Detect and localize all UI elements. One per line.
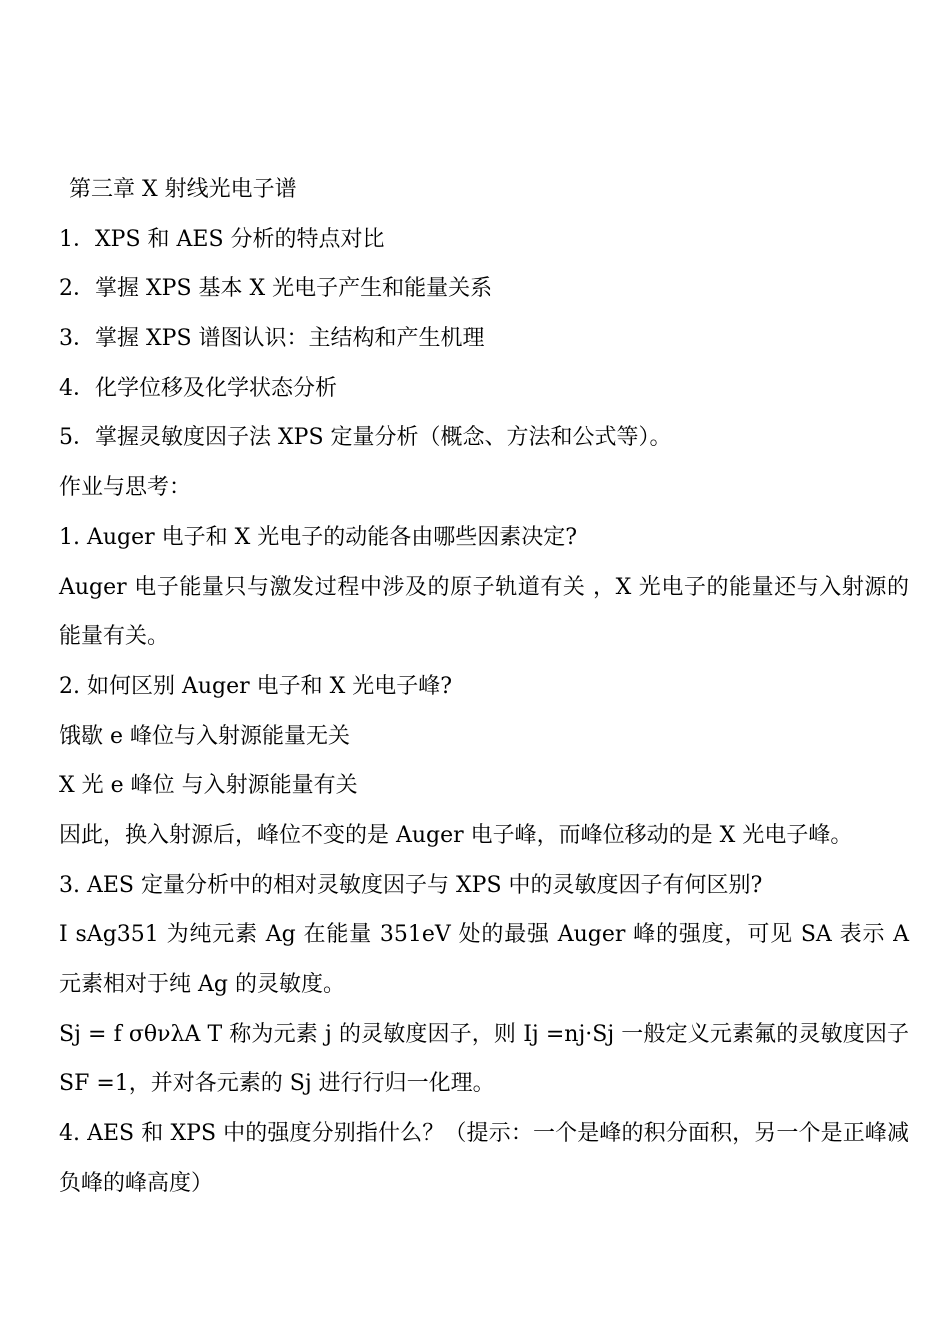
objective-item: 3．掌握 XPS 谱图认识：主结构和产生机理 [59, 326, 485, 352]
question-4: 4. AES 和 XPS 中的强度分别指什么？（提示：一个是峰的积分面积，另一个是正峰减负峰的峰高度） [59, 1121, 909, 1196]
homework-heading: 作业与思考： [59, 475, 192, 501]
objective-item: 4．化学位移及化学状态分析 [59, 375, 337, 401]
question-1: 1. Auger 电子和 X 光电子的动能各由哪些因素决定? [59, 524, 578, 550]
answer-2-line-2: X 光 e 峰位 与入射源能量有关 [59, 773, 358, 799]
document-body [59, 165, 909, 1209]
objective-item: 1．XPS 和 AES 分析的特点对比 [59, 226, 385, 252]
answer-3-paragraph-2: Sj = f σθνλA T 称为元素 j 的灵敏度因子，则 Ij =nj·Sj 一般定义元素氟的灵敏度因子 SF =1，并对各元素的 Sj 进行行归一化理。 [59, 1021, 909, 1097]
answer-2-line-1: 饿歇 e 峰位与入射源能量无关 [59, 723, 351, 749]
question-2: 2. 如何区别 Auger 电子和 X 光电子峰? [59, 673, 453, 699]
answer-1: Auger 电子能量只与激发过程中涉及的原子轨道有关 ，X 光电子的能量还与入射源的能量有关。 [59, 574, 909, 650]
chapter-title: 第三章 X 射线光电子谱 [69, 177, 297, 202]
objective-item: 5．掌握灵敏度因子法 XPS 定量分析（概念、方法和公式等）。 [59, 425, 672, 451]
answer-3-paragraph-1: I sAg351 为纯元素 Ag 在能量 351eV 处的最强 Auger 峰的强度，可见 SA 表示 A 元素相对于纯 Ag 的灵敏度。 [59, 922, 909, 998]
answer-2-line-3: 因此，换入射源后，峰位不变的是 Auger 电子峰，而峰位移动的是 X 光电子峰。 [59, 822, 853, 848]
objective-item: 2．掌握 XPS 基本 X 光电子产生和能量关系 [59, 276, 493, 302]
question-3: 3. AES 定量分析中的相对灵敏度因子与 XPS 中的灵敏度因子有何区别? [59, 872, 763, 898]
